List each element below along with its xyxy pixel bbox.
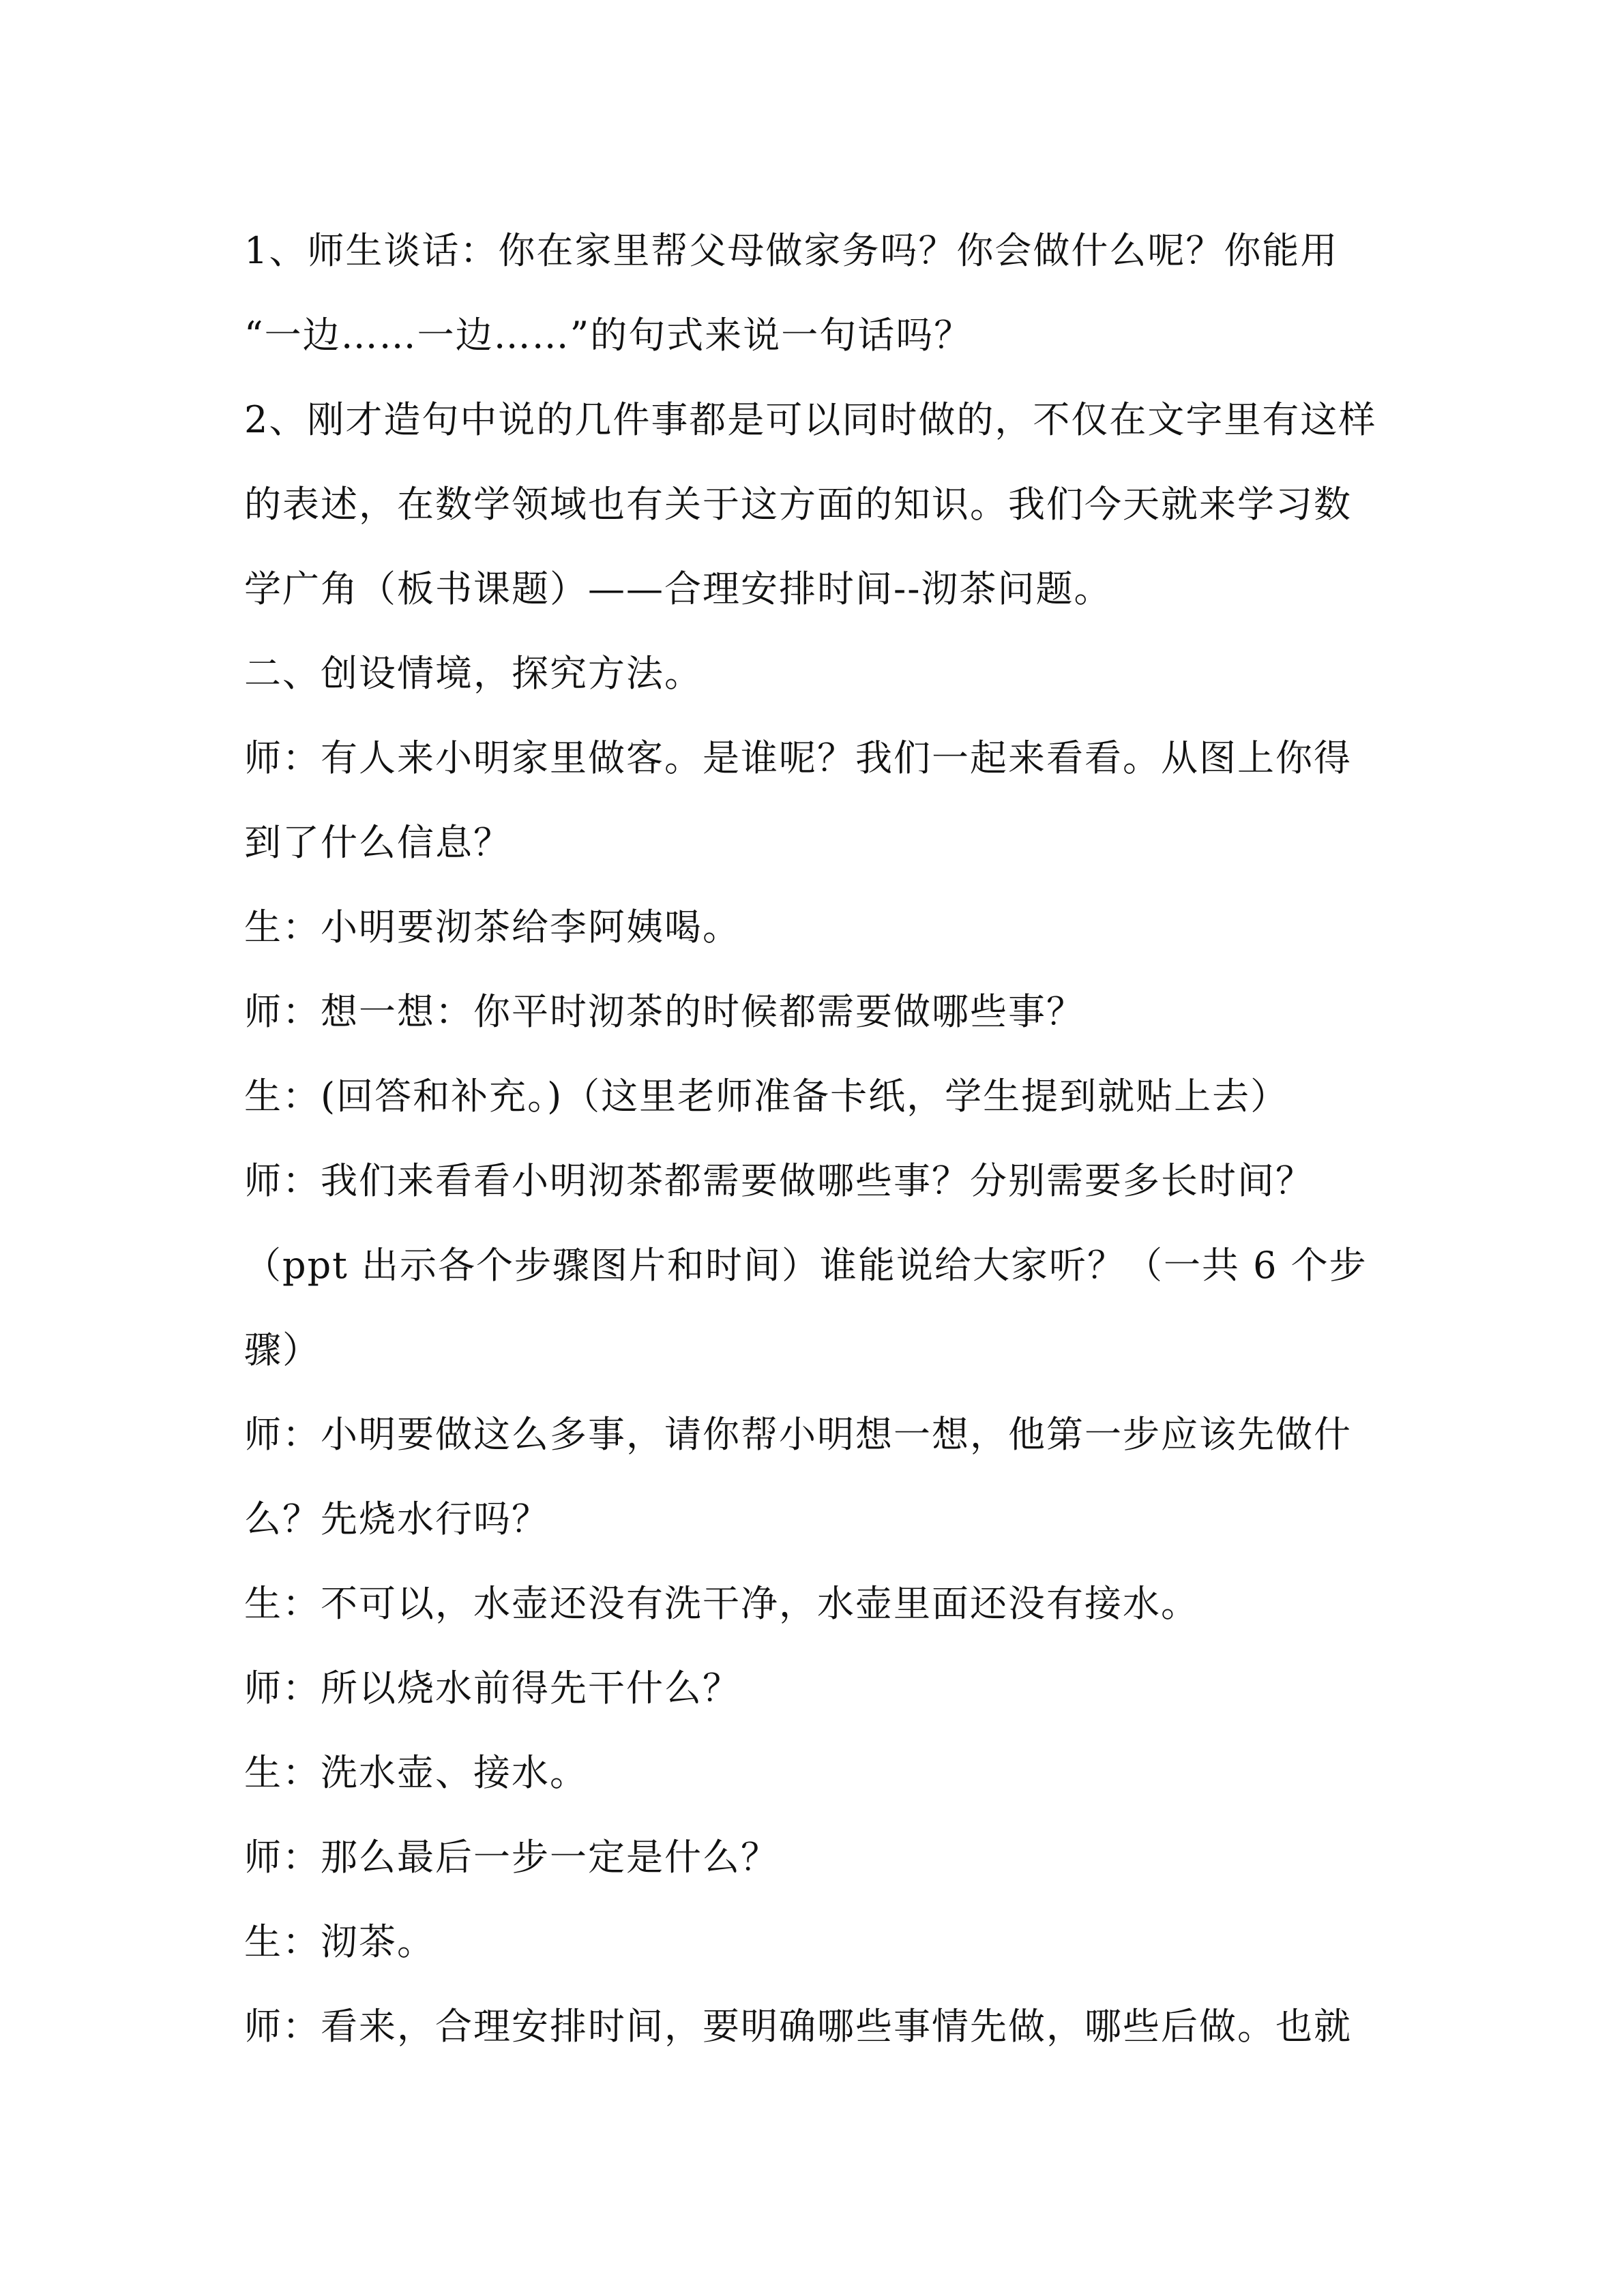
text-line: 1、师生谈话：你在家里帮父母做家务吗？你会做什么呢？你能用 bbox=[244, 229, 1339, 272]
text-line: 师：看来，合理安排时间，要明确哪些事情先做，哪些后做。也就 bbox=[244, 2005, 1352, 2048]
text-line: 到了什么信息？ bbox=[244, 821, 512, 864]
text-line: 生：小明要沏茶给李阿姨喝。 bbox=[244, 906, 741, 949]
document-body bbox=[244, 209, 1376, 2069]
text-line: 2、刚才造句中说的几件事都是可以同时做的，不仅在文字里有这样 bbox=[244, 398, 1377, 441]
text-line: 的表述，在数学领域也有关于这方面的知识。我们今天就来学习数 bbox=[244, 483, 1352, 526]
text-line: 师：想一想：你平时沏茶的时候都需要做哪些事？ bbox=[244, 990, 1084, 1033]
text-line: 师：小明要做这么多事，请你帮小明想一想，他第一步应该先做什 bbox=[244, 1413, 1352, 1456]
text-line: 么？先烧水行吗？ bbox=[244, 1497, 550, 1540]
text-line: 师：我们来看看小明沏茶都需要做哪些事？分别需要多长时间？ bbox=[244, 1159, 1314, 1202]
text-line: 骤） bbox=[244, 1328, 321, 1371]
text-line: 生：不可以，水壶还没有洗干净，水壶里面还没有接水。 bbox=[244, 1582, 1199, 1625]
text-line: 生：沏茶。 bbox=[244, 1920, 435, 1963]
text-line: 学广角（板书课题）——合理安排时间--沏茶问题。 bbox=[244, 567, 1112, 610]
text-line: “一边……一边……”的句式来说一句话吗？ bbox=[244, 314, 973, 357]
text-line: （ppt 出示各个步骤图片和时间）谁能说给大家听？（一共 6 个步 bbox=[244, 1244, 1368, 1287]
text-line: 生：(回答和补充。)（这里老师准备卡纸，学生提到就贴上去） bbox=[244, 1075, 1289, 1118]
text-line: 师：所以烧水前得先干什么？ bbox=[244, 1667, 741, 1710]
text-line: 生：洗水壶、接水。 bbox=[244, 1751, 588, 1794]
text-line: 师：那么最后一步一定是什么？ bbox=[244, 1836, 779, 1879]
text-line: 师：有人来小明家里做客。是谁呢？我们一起来看看。从图上你得 bbox=[244, 736, 1352, 779]
section-heading: 二、创设情境，探究方法。 bbox=[244, 652, 703, 695]
